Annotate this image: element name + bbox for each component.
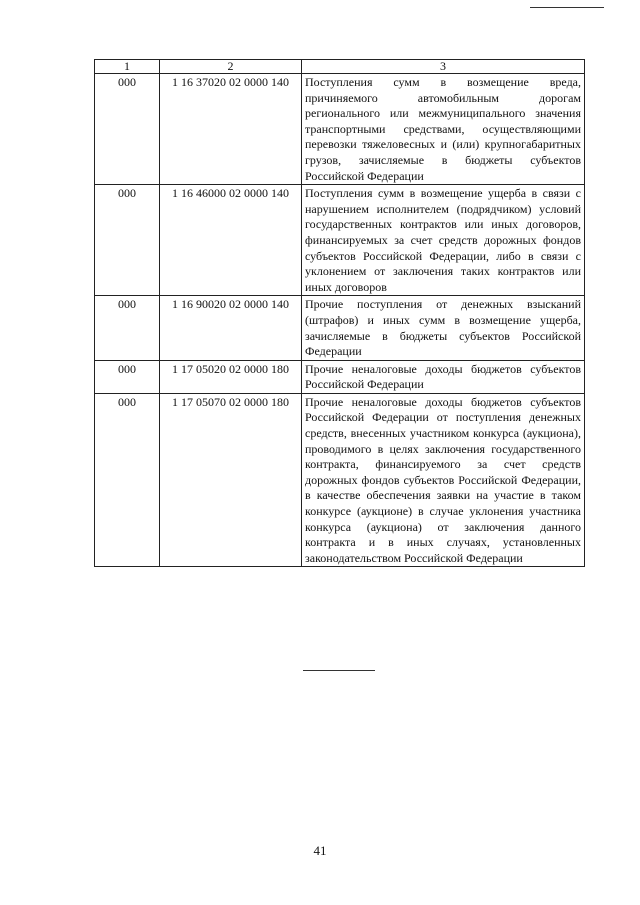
- description-cell: Прочие неналоговые доходы бюджетов субъектов Российской Федерации от поступления денежных средств, внесенных участником конкурса (аукциона), проводимого в целях заключения государственного контракта, финансируемого за счет средств дорожных фондов субъектов Российской Федерации, в качестве обеспечения заявки на участие в таком конкурсе (аукционе) в случае уклонения участника конкурса (аукциона) от заключения данного контракта и в иных случаях, установленных законодательством Российской Федерации: [302, 393, 585, 567]
- description-cell: Поступления сумм в возмещение ущерба в связи с нарушением исполнителем (подрядчиком) условий государственных контрактов или иных договоров, финансируемых за счет средств дорожных фондов субъектов Российской Федерации, либо в связи с уклонением от заключения таких контрактов или иных договоров: [302, 185, 585, 296]
- header-column-1: 1: [95, 60, 160, 74]
- end-of-table-rule: [303, 670, 375, 671]
- table-row: [95, 360, 585, 393]
- top-rule: [530, 7, 604, 8]
- revenue-codes-table: [94, 59, 585, 567]
- header-column-2: 2: [160, 60, 302, 74]
- table-row: [95, 393, 585, 567]
- page-number: 41: [313, 843, 327, 858]
- admin-code-cell: 000: [95, 185, 160, 296]
- table-header-row: [95, 60, 585, 74]
- admin-code-cell: 000: [95, 360, 160, 393]
- table-row: [95, 296, 585, 360]
- table-row: [95, 74, 585, 185]
- header-column-3: 3: [302, 60, 585, 74]
- admin-code-cell: 000: [95, 296, 160, 360]
- revenue-code-cell: 1 16 37020 02 0000 140: [160, 74, 302, 185]
- description-cell: Прочие неналоговые доходы бюджетов субъектов Российской Федерации: [302, 360, 585, 393]
- admin-code-cell: 000: [95, 74, 160, 185]
- revenue-code-cell: 1 17 05070 02 0000 180: [160, 393, 302, 567]
- revenue-code-cell: 1 16 90020 02 0000 140: [160, 296, 302, 360]
- revenue-code-cell: 1 17 05020 02 0000 180: [160, 360, 302, 393]
- description-cell: Прочие поступления от денежных взысканий (штрафов) и иных сумм в возмещение ущерба, зачисляемые в бюджеты субъектов Российской Федерации: [302, 296, 585, 360]
- description-cell: Поступления сумм в возмещение вреда, причиняемого автомобильным дорогам регионального или межмуниципального значения транспортными средствами, осуществляющими перевозки тяжеловесных и (или) крупногабаритных грузов, зачисляемые в бюджеты субъектов Российской Федерации: [302, 74, 585, 185]
- admin-code-cell: 000: [95, 393, 160, 567]
- revenue-code-cell: 1 16 46000 02 0000 140: [160, 185, 302, 296]
- table-row: [95, 185, 585, 296]
